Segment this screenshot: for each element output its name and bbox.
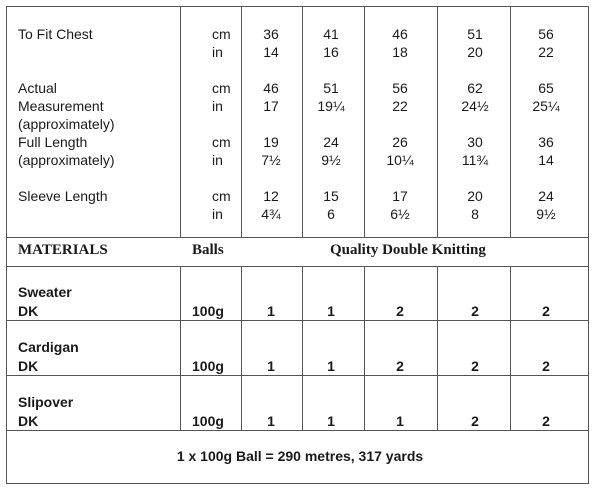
yarn-name: Sweater	[18, 284, 72, 300]
measurement-value: 24	[538, 188, 554, 204]
measurement-label: Measurement	[18, 98, 104, 114]
measurement-value: 10¼	[386, 152, 414, 168]
measurement-value: 9½	[321, 152, 341, 168]
measurement-value: 7½	[261, 152, 281, 168]
ball-count: 1	[327, 413, 335, 429]
ball-weight: 100g	[192, 413, 224, 429]
measurement-value: 6	[327, 206, 335, 222]
column-divider	[180, 6, 181, 237]
yarn-name: DK	[18, 303, 39, 319]
row-divider	[6, 266, 589, 267]
yarn-name: Slipover	[18, 394, 74, 410]
measurement-value: 16	[323, 44, 339, 60]
measurement-value: 36	[538, 134, 554, 150]
measurement-value: 19¼	[317, 98, 345, 114]
measurement-value: 65	[538, 80, 554, 96]
measurement-value: 26	[392, 134, 408, 150]
unit-label: in	[212, 206, 223, 222]
measurement-value: 20	[467, 44, 483, 60]
ball-count: 2	[396, 303, 404, 319]
ball-count: 2	[542, 413, 550, 429]
unit-label: in	[212, 152, 223, 168]
measurement-value: 46	[392, 26, 408, 42]
column-divider	[437, 6, 438, 237]
measurement-value: 62	[467, 80, 483, 96]
ball-count: 2	[542, 358, 550, 374]
column-divider	[241, 6, 242, 237]
ball-count: 1	[327, 358, 335, 374]
column-divider	[180, 266, 181, 430]
measurement-value: 22	[392, 98, 408, 114]
measurement-value: 56	[538, 26, 554, 42]
ball-count: 1	[267, 413, 275, 429]
measurement-value: 14	[263, 44, 279, 60]
column-divider	[302, 266, 303, 430]
measurement-value: 41	[323, 26, 339, 42]
row-divider	[6, 430, 589, 431]
ball-count: 1	[396, 413, 404, 429]
ball-count: 1	[267, 358, 275, 374]
yarn-name: DK	[18, 358, 39, 374]
yardage-note: 1 x 100g Ball = 290 metres, 317 yards	[176, 448, 424, 464]
ball-count: 2	[471, 303, 479, 319]
measurement-value: 11¾	[461, 152, 489, 168]
row-divider	[6, 320, 589, 321]
measurement-value: 8	[471, 206, 479, 222]
unit-label: cm	[212, 80, 231, 96]
measurement-value: 4¾	[261, 206, 281, 222]
measurement-label: To Fit Chest	[18, 26, 93, 42]
measurement-value: 15	[323, 188, 339, 204]
measurement-value: 36	[263, 26, 279, 42]
row-divider	[6, 375, 589, 376]
measurement-value: 51	[323, 80, 339, 96]
measurement-label: Full Length	[18, 134, 88, 150]
measurement-value: 12	[263, 188, 279, 204]
column-divider	[364, 6, 365, 237]
materials-title: MATERIALS	[18, 242, 108, 258]
ball-count: 1	[327, 303, 335, 319]
ball-weight: 100g	[192, 303, 224, 319]
measurement-value: 6½	[390, 206, 410, 222]
measurement-label: (approximately)	[18, 116, 115, 132]
unit-label: cm	[212, 134, 231, 150]
yarn-name: Cardigan	[18, 339, 79, 355]
ball-count: 2	[471, 413, 479, 429]
ball-count: 1	[267, 303, 275, 319]
column-divider	[510, 6, 511, 237]
ball-count: 2	[396, 358, 404, 374]
measurement-value: 56	[392, 80, 408, 96]
measurement-value: 18	[392, 44, 408, 60]
measurement-label: Sleeve Length	[18, 188, 108, 204]
measurement-value: 25¼	[532, 98, 560, 114]
unit-label: in	[212, 44, 223, 60]
unit-label: cm	[212, 26, 231, 42]
column-divider	[302, 6, 303, 237]
measurement-value: 22	[538, 44, 554, 60]
measurement-value: 24½	[461, 98, 489, 114]
column-divider	[510, 266, 511, 430]
measurement-value: 9½	[536, 206, 556, 222]
measurement-value: 24	[323, 134, 339, 150]
measurement-label: Actual	[18, 80, 57, 96]
unit-label: cm	[212, 188, 231, 204]
measurement-value: 14	[538, 152, 554, 168]
ball-weight: 100g	[192, 358, 224, 374]
measurement-value: 51	[467, 26, 483, 42]
ball-count: 2	[542, 303, 550, 319]
unit-label: in	[212, 98, 223, 114]
measurement-label: (approximately)	[18, 152, 115, 168]
measurement-value: 17	[392, 188, 408, 204]
column-divider	[437, 266, 438, 430]
measurement-value: 19	[263, 134, 279, 150]
column-divider	[364, 266, 365, 430]
ball-count: 2	[471, 358, 479, 374]
row-divider	[6, 237, 589, 238]
quality-header: Quality Double Knitting	[330, 242, 486, 258]
measurement-value: 46	[263, 80, 279, 96]
measurement-value: 20	[467, 188, 483, 204]
balls-header: Balls	[192, 242, 224, 258]
yarn-name: DK	[18, 413, 39, 429]
measurement-value: 17	[263, 98, 279, 114]
measurement-value: 30	[467, 134, 483, 150]
column-divider	[241, 266, 242, 430]
